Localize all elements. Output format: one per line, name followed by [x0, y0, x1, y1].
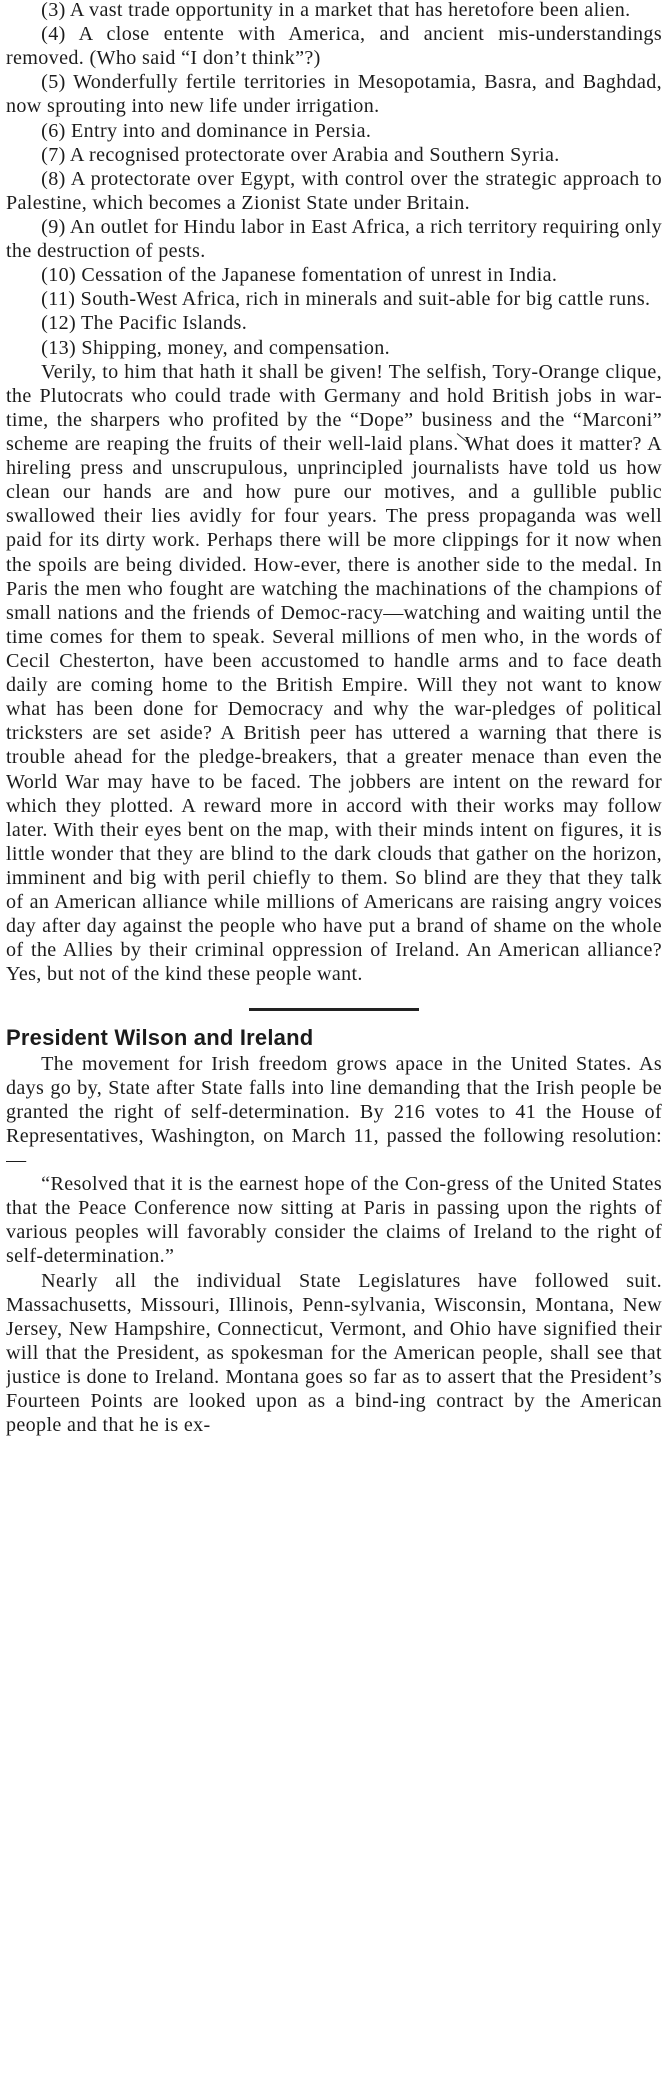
paragraph: (13) Shipping, money, and compensation. [41, 336, 391, 359]
paragraph: The movement for Irish freedom grows apace in the United States. As days go by, State after State falls into line demanding that the Irish people be granted the right of self-determination. By 216 votes to 41 the House of Representatives, Washington, on March 11, passed the following resolution:— [6, 1052, 662, 1172]
paragraph: (11) South-West Africa, rich in minerals and suit-able for big cattle runs. [41, 288, 651, 311]
paragraph: (10) Cessation of the Japanese fomentation of unrest in India. [41, 264, 558, 287]
paragraph: (8) A protectorate over Egypt, with control over the strategic approach to Palestine, which becomes a Zionist State under Britain. [6, 167, 662, 214]
paragraph: (6) Entry into and dominance in Persia. [41, 119, 372, 142]
paragraph: Nearly all the individual State Legislatures have followed suit. Massachusetts, Missouri, Illinois, Penn-sylvania, Wisconsin, Montana, New Jersey, New Hampshire, Connecticut, Vermont, and Ohio have signified their will that the President, as spokesman for the American people, shall see that justice is done to Ireland. Montana goes so far as to assert that the President’s Fourteen Points are looked upon as a bind-ing contract by the American people and that he is ex- [6, 1269, 662, 1437]
paragraph: (12) The Pacific Islands. [41, 312, 248, 335]
paragraph: (9) An outlet for Hindu labor in East Africa, a rich territory requiring only the destruction of pests. [6, 215, 662, 263]
paragraph: (5) Wonderfully fertile territories in Mesopotamia, Basra, and Baghdad, now sprouting into new life under irrigation. [6, 71, 662, 118]
text-column [6, 0, 662, 1437]
paragraph: Verily, to him that hath it shall be given! The selfish, Tory-Orange clique, the Plutocrats who could trade with Germany and hold British jobs in war-time, the sharpers who profited by the “Dope” business and the “Marconi” scheme are reaping the fruits of their well-laid plans. What does it matter? A hireling press and unscrupulous, unprincipled journalists have told us how clean our hands are and how pure our motives, and a gullible public swallowed their lies avidly for four years. The press propaganda was well paid for its dirty work. Perhaps there will be more clippings for it now when the spoils are being divided. How-ever, there is another side to the medal. In Paris the men who fought are watching the machinations of the champions of small nations and the friends of Democ-racy—watching and waiting until the time comes for them to speak. Several millions of men who, in the words of Cecil Chesterton, have been accustomed to handle arms and to face death daily are coming home to the British Empire. Will they not want to know what has been done for Democracy and why the war-pledges of political tricksters are set aside? A British peer has uttered a warning that there is trouble ahead for the pledge-breakers, that a greater menace than even the World War may have to be faced. The jobbers are intent on the reward for which they plotted. A reward more in accord with their works may follow later. With their eyes bent on the map, with their minds intent on figures, it is little wonder that they are blind to the dark clouds that gather on the horizon, imminent and big with peril chiefly to them. So blind are they that they talk of an American alliance while millions of Americans are raising angry voices day after day against the people who have put a brand of shame on the whole of the Allies by their criminal oppression of Ireland. An American alliance? Yes, but not of the kind these people want. [6, 360, 662, 986]
paragraph: (7) A recognised protectorate over Arabia and Southern Syria. [41, 143, 560, 166]
paragraph: (4) A close entente with America, and ancient mis-understandings removed. (Who said “I don’t think”?) [6, 23, 662, 70]
paragraph: (3) A vast trade opportunity in a market that has heretofore been alien. [41, 0, 631, 21]
quoted-resolution: “Resolved that it is the earnest hope of the Con-gress of the United States that the Peace Conference now sitting at Paris in passing upon the rights of various peoples will favorably consider the claims of Ireland to the right of self-determination.” [6, 1173, 662, 1268]
section-heading: President Wilson and Ireland [6, 1025, 314, 1051]
section-divider [249, 1008, 419, 1011]
document-page [6, 0, 662, 2098]
